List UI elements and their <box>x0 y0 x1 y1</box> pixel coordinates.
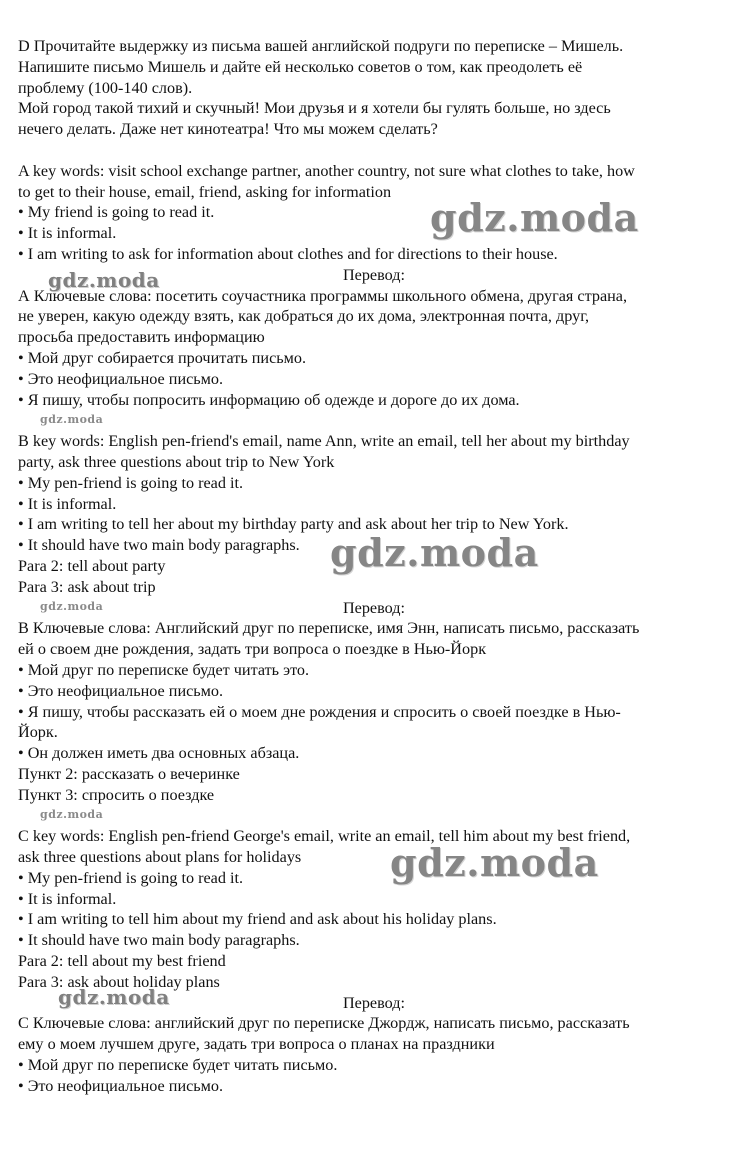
text-line: • My pen-friend is going to read it. <box>18 868 244 887</box>
watermark: gdz.moda <box>330 530 539 575</box>
text-line: • My pen-friend is going to read it. <box>18 473 244 492</box>
text-line: • It is informal. <box>18 494 117 513</box>
text-line: to get to their house, email, friend, asking for information <box>18 182 392 201</box>
text-line: • Я пишу, чтобы попросить информацию об одежде и дороге до их дома. <box>18 390 520 409</box>
text-line: просьба предоставить информацию <box>18 328 265 347</box>
text-line: В Ключевые слова: Английский друг по переписке, имя Энн, написать письмо, рассказать <box>18 619 640 638</box>
text-line: С Ключевые слова: английский друг по переписке Джордж, написать письмо, рассказать <box>18 1014 630 1033</box>
text-line: Para 3: ask about trip <box>18 577 156 596</box>
text-line: • Это неофициальное письмо. <box>18 681 224 700</box>
text-line: Йорк. <box>18 723 58 742</box>
text-line: не уверен, какую одежду взять, как добраться до их дома, электронная почта, друг, <box>18 307 590 326</box>
blank-line <box>18 805 730 826</box>
text-line: • I am writing to tell him about my friend and ask about his holiday plans. <box>18 910 497 929</box>
text-line: • Это неофициальное письмо. <box>18 1076 224 1095</box>
watermark: gdz.moda <box>48 268 160 292</box>
text-line: Мой город такой тихий и скучный! Мои друзья и я хотели бы гулять больше, но здесь <box>18 99 611 118</box>
watermark: gdz.moda <box>390 840 599 885</box>
blank-line <box>18 410 730 431</box>
text-line: • Это неофициальное письмо. <box>18 369 224 388</box>
text-line: Para 3: ask about holiday plans <box>18 972 220 991</box>
watermark: gdz.moda <box>58 985 170 1009</box>
text-line: ей о своем дне рождения, задать три вопроса о поездке в Нью-Йорк <box>18 640 487 659</box>
text-line: • I am writing to ask for information about clothes and for directions to their house. <box>18 244 558 263</box>
text-line: Para 2: tell about party <box>18 556 166 575</box>
text-line: А Ключевые слова: посетить соучастника программы школьного обмена, другая страна, <box>18 286 628 305</box>
text-line: проблему (100-140 слов). <box>18 78 193 97</box>
text-line: A key words: visit school exchange partner, another country, not sure what clothes to take, how <box>18 161 635 180</box>
text-line: • Мой друг собирается прочитать письмо. <box>18 348 307 367</box>
text-line: • It is informal. <box>18 224 117 243</box>
translation-heading: Перевод: <box>342 265 406 284</box>
text-line: • It should have two main body paragraphs. <box>18 931 300 950</box>
text-line: • Он должен иметь два основных абзаца. <box>18 744 300 763</box>
blank-line <box>18 140 730 161</box>
text-line: • My friend is going to read it. <box>18 203 215 222</box>
watermark: gdz.moda <box>40 600 104 613</box>
text-line: party, ask three questions about trip to New York <box>18 452 335 471</box>
text-line: Para 2: tell about my best friend <box>18 952 226 971</box>
watermark: gdz.moda <box>40 413 104 426</box>
text-line: • I am writing to tell her about my birthday party and ask about her trip to New York. <box>18 515 569 534</box>
text-line: ему о моем лучшем друге, задать три вопроса о планах на праздники <box>18 1035 495 1054</box>
text-line: • Мой друг по переписке будет читать это. <box>18 660 310 679</box>
text-line: • It should have two main body paragraphs. <box>18 536 300 555</box>
translation-heading: Перевод: <box>342 598 406 617</box>
text-line: • Я пишу, чтобы рассказать ей о моем дне рождения и спросить о своей поездке в Нью- <box>18 702 621 721</box>
text-line: • It is informal. <box>18 889 117 908</box>
text-line: C key words: English pen-friend George's email, write an email, tell him about my best friend, <box>18 827 631 846</box>
text-line: ask three questions about plans for holidays <box>18 848 302 867</box>
text-line: B key words: English pen-friend's email, name Ann, write an email, tell her about my birthday <box>18 432 630 451</box>
text-line: D Прочитайте выдержку из письма вашей английской подруги по переписке – Мишель. <box>18 37 624 55</box>
text-line: Пункт 2: рассказать о вечеринке <box>18 764 240 783</box>
text-line: нечего делать. Даже нет кинотеатра! Что мы можем сделать? <box>18 120 438 139</box>
text-line: Напишите письмо Мишель и дайте ей несколько советов о том, как преодолеть её <box>18 57 583 76</box>
translation-heading: Перевод: <box>342 993 406 1012</box>
watermark: gdz.moda <box>430 195 639 240</box>
watermark: gdz.moda <box>40 808 104 821</box>
text-line: • Мой друг по переписке будет читать письмо. <box>18 1056 338 1075</box>
text-line: Пункт 3: спросить о поездке <box>18 785 215 804</box>
